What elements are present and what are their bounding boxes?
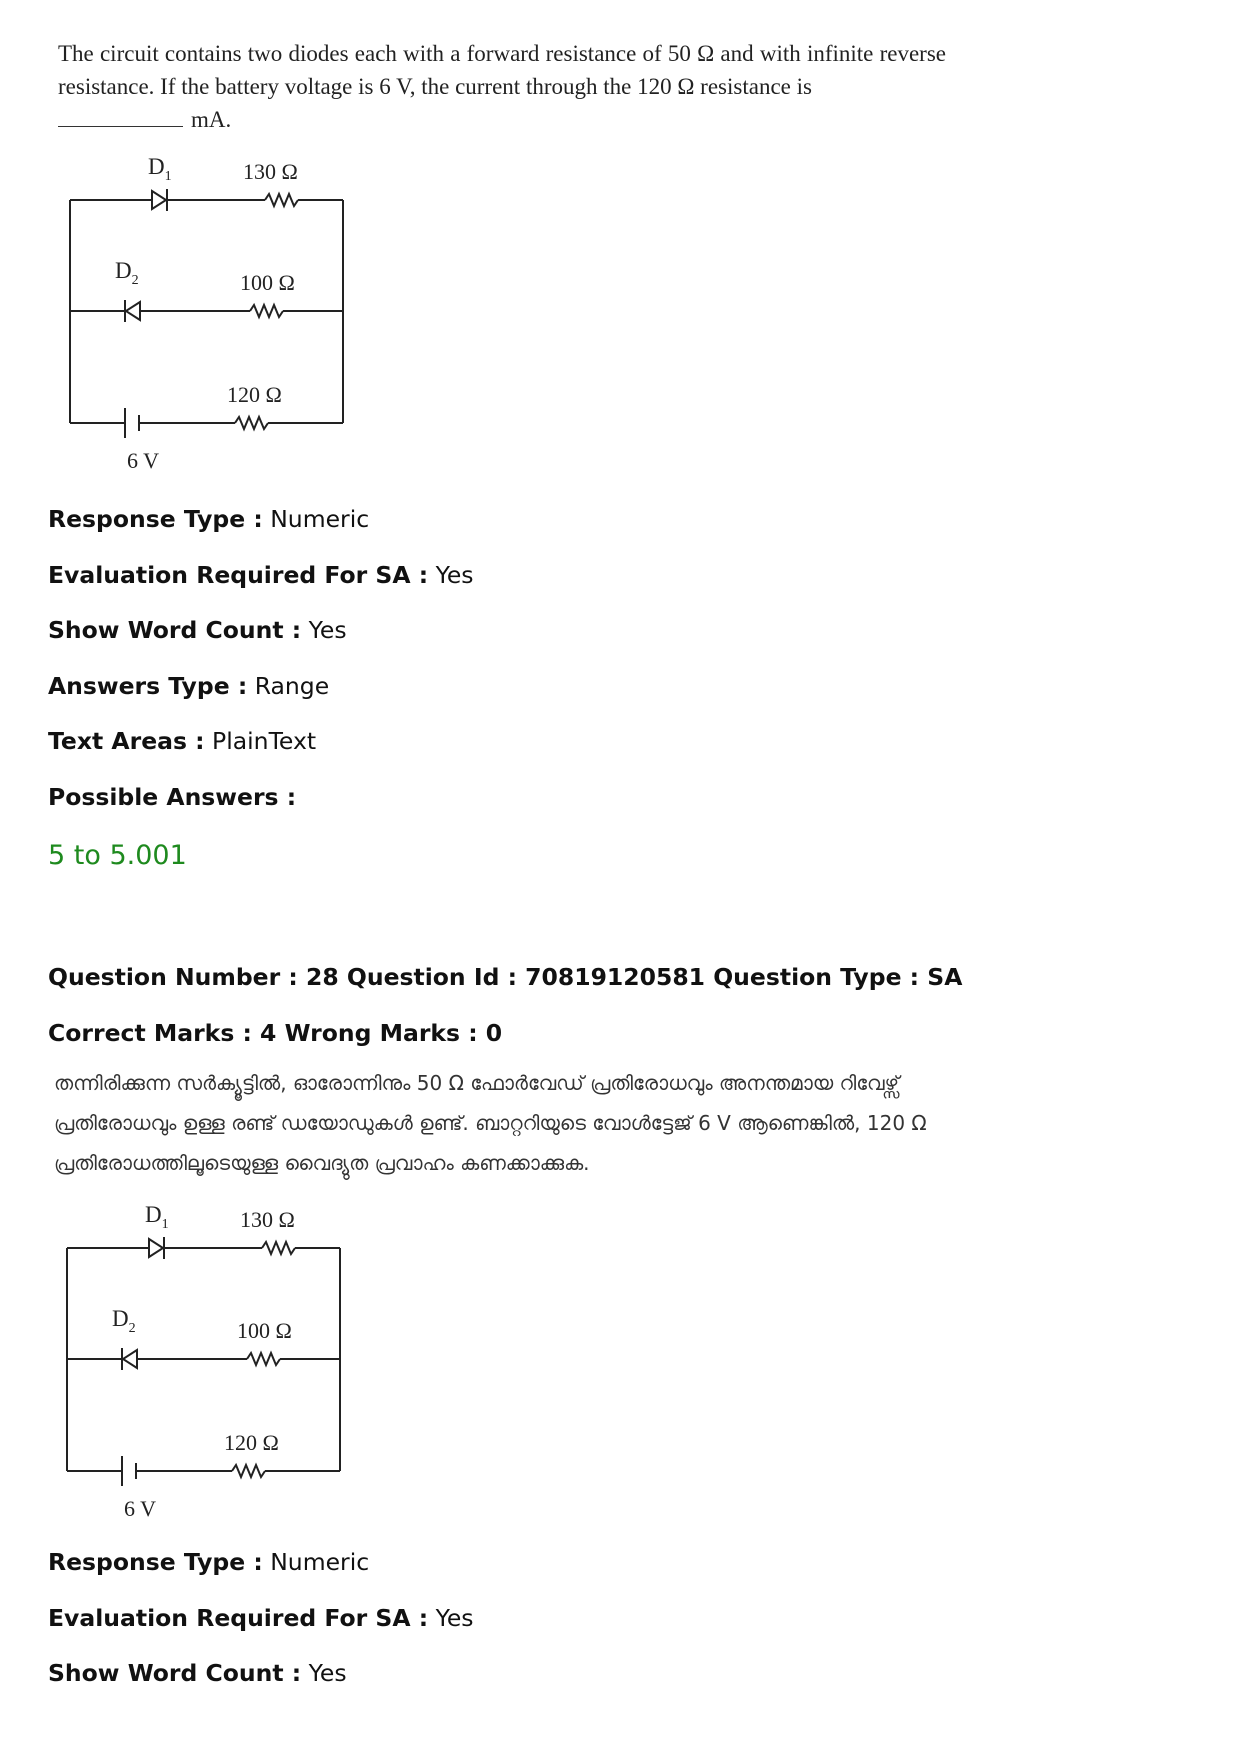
question-body: The circuit contains two diodes each with a forward resistance of 50 Ω and with infinite reverse resistance. If the battery voltage is 6 V, the current through the 120 Ω resistance is	[58, 41, 946, 99]
evaluation-field: Evaluation Required For SA : Yes	[48, 561, 474, 589]
label-d1: $D_1$	[148, 154, 172, 184]
resistor-100	[250, 305, 283, 317]
question-text-malayalam: തന്നിരിക്കുന്ന സർക്യൂട്ടിൽ, ഓരോന്നിനും 50 Ω ഫോർവേഡ് പ്രതിരോധവും അനന്തമായ റിവേഴ്സ് പ്രതിരോധവും ഉള്ള രണ്ട് ഡയോഡുകൾ ഉണ്ട്. ബാറ്ററിയുടെ വോൾട്ടേജ് 6 V ആണെങ്കിൽ, 120 Ω പ്രതിരോധത്തിലൂടെയുള്ള വൈദ്യുത പ്രവാഹം കണക്കാക്കുക.	[54, 1071, 927, 1175]
battery-symbol	[125, 408, 139, 438]
answers-type-field: Answers Type : Range	[48, 672, 330, 700]
response-type-field: Response Type : Numeric	[48, 505, 370, 533]
answer-blank	[58, 108, 183, 127]
question-header: Question Number : 28 Question Id : 70819120581 Question Type : SA	[48, 963, 963, 991]
resistor-130	[262, 1242, 295, 1254]
diode-d2	[122, 1348, 137, 1370]
possible-answers-field: Possible Answers :	[48, 783, 297, 811]
response-type-field: Response Type : Numeric	[48, 1548, 370, 1576]
question-text	[58, 37, 946, 136]
label-d2: $D_2$	[115, 258, 139, 288]
answer-unit: mA.	[191, 107, 232, 132]
label-120: 120 Ω	[224, 1430, 279, 1455]
word-count-field: Show Word Count : Yes	[48, 1659, 347, 1687]
resistor-120	[232, 1465, 265, 1477]
word-count-field: Show Word Count : Yes	[48, 616, 347, 644]
evaluation-field: Evaluation Required For SA : Yes	[48, 1604, 474, 1632]
label-battery: 6 V	[124, 1496, 156, 1521]
resistor-130	[265, 194, 298, 206]
marks-header: Correct Marks : 4 Wrong Marks : 0	[48, 1019, 503, 1047]
resistor-100	[247, 1353, 280, 1365]
label-battery: 6 V	[127, 448, 159, 473]
diode-d2	[125, 300, 140, 322]
circuit-diagram	[57, 1193, 357, 1533]
label-130: 130 Ω	[240, 1207, 295, 1232]
battery-symbol	[122, 1456, 136, 1486]
label-100: 100 Ω	[237, 1318, 292, 1343]
resistor-120	[235, 417, 268, 429]
diode-d1	[152, 189, 167, 211]
label-100: 100 Ω	[240, 270, 295, 295]
possible-answer-value: 5 to 5.001	[48, 840, 187, 871]
label-d1: $D_1$	[145, 1202, 169, 1232]
circuit-diagram	[60, 145, 360, 485]
label-130: 130 Ω	[243, 159, 298, 184]
label-120: 120 Ω	[227, 382, 282, 407]
text-areas-field: Text Areas : PlainText	[48, 727, 317, 755]
diode-d1	[149, 1237, 164, 1259]
label-d2: $D_2$	[112, 1306, 136, 1336]
